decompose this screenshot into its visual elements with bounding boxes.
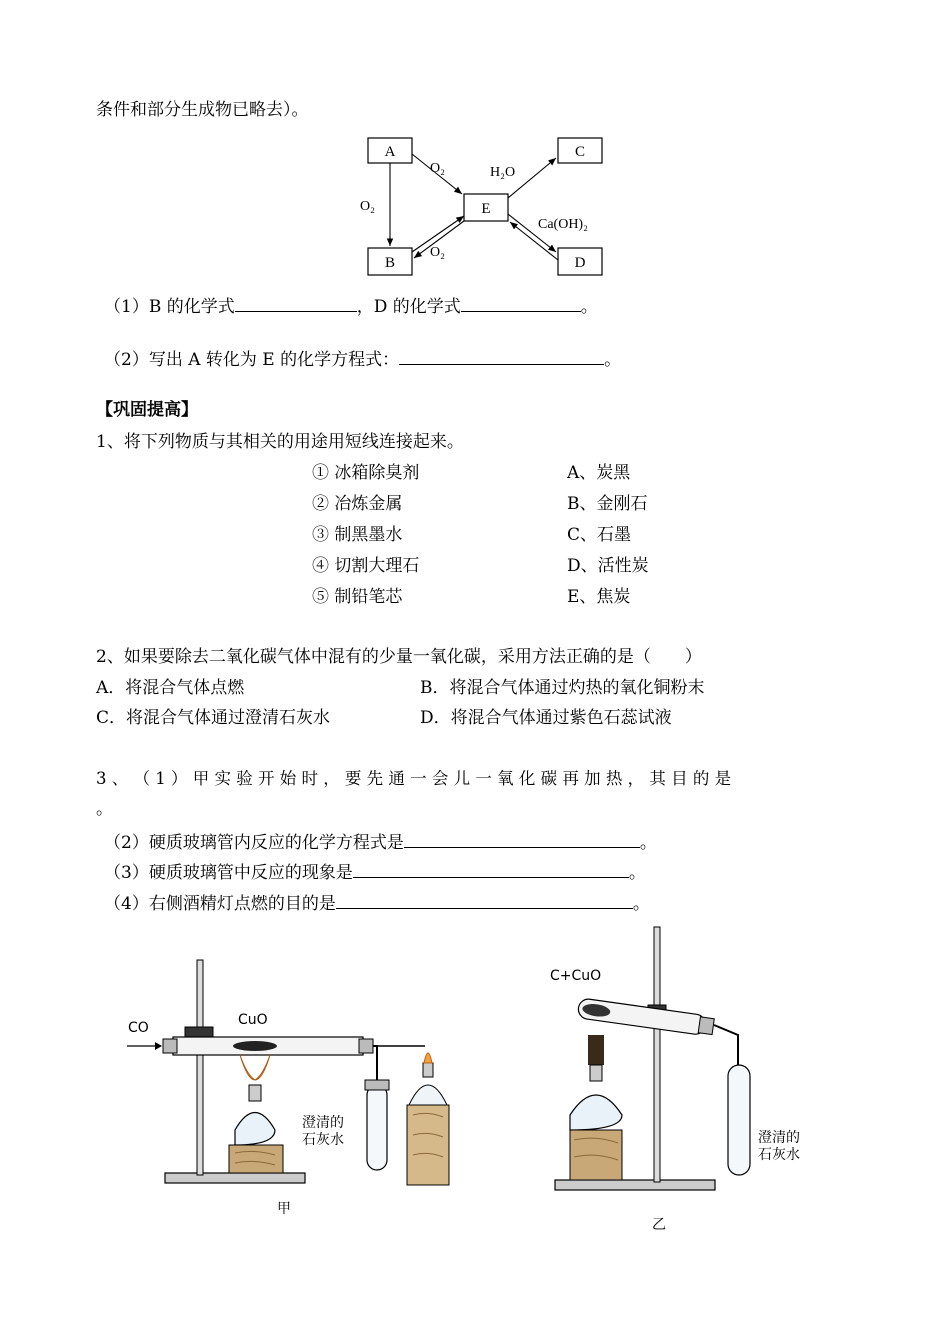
box-c	[558, 138, 602, 163]
answer-blank-d[interactable]	[461, 294, 581, 312]
mc-prompt: 2、如果要除去二氧化碳气体中混有的少量一氧化碳，采用方法正确的是（ ）	[96, 647, 702, 667]
label-cuo: CuO	[238, 1012, 268, 1028]
intro-line: 条件和部分生成物已略去）。	[96, 100, 309, 120]
match-prompt: 1、将下列物质与其相关的用途用短线连接起来。	[96, 432, 464, 452]
match-right-b: B、金刚石	[567, 494, 648, 514]
label-c-cuo: C+CuO	[550, 968, 602, 984]
q3-part3: （3）硬质玻璃管中反应的现象是 。	[104, 860, 646, 884]
arrow-e-to-c	[508, 158, 556, 198]
match-left-2: ② 冶炼金属	[312, 494, 403, 514]
match-right-d: D、活性炭	[567, 556, 649, 576]
answer-blank-equation[interactable]	[399, 347, 604, 365]
caption-yi: 乙	[652, 1217, 666, 1233]
match-left-1: ① 冰箱除臭剂	[312, 463, 420, 483]
q3-part2: （2）硬质玻璃管内反应的化学方程式是 。	[104, 830, 657, 854]
svg-text:A: A	[384, 144, 396, 160]
label-a-to-e: O₂	[430, 161, 445, 176]
label-limewater-left: 澄清的 石灰水	[302, 1115, 344, 1148]
q1-part1: （1）B 的化学式 ，D 的化学式 。	[104, 294, 598, 318]
box-e	[464, 194, 508, 221]
answer-blank-q3-2[interactable]	[404, 830, 640, 848]
match-right-a: A、炭黑	[567, 463, 631, 483]
answer-blank-q3-4[interactable]	[336, 891, 633, 909]
caption-jia: 甲	[277, 1201, 291, 1217]
q1-b-prompt: （1）B 的化学式	[104, 297, 235, 317]
svg-text:E: E	[481, 201, 491, 217]
label-co: CO	[128, 1020, 149, 1036]
match-left-4: ④ 切割大理石	[312, 556, 420, 576]
box-a	[368, 138, 412, 163]
label-d-e: Ca(OH)₂	[538, 217, 588, 232]
q3-line1: 3 、 （ 1 ） 甲 实 验 开 始 时 ， 要 先 通 一 会 儿 一 氧 化 碳 再 加 热 ， 其 目 的 是	[96, 769, 732, 788]
box-b	[368, 248, 412, 275]
match-right-e: E、焦炭	[567, 587, 631, 607]
reaction-diagram	[340, 128, 640, 283]
mc-option-b[interactable]: B．将混合气体通过灼热的氧化铜粉末	[420, 678, 705, 698]
label-e-to-c: H₂O	[490, 165, 516, 180]
mc-option-d[interactable]: D．将混合气体通过紫色石蕊试液	[420, 708, 672, 728]
match-left-3: ③ 制黑墨水	[312, 525, 403, 545]
svg-text:B: B	[384, 255, 396, 271]
svg-text:D: D	[574, 255, 586, 271]
q1-equation-prompt: （2）写出 A 转化为 E 的化学方程式：	[104, 350, 400, 370]
answer-blank-b[interactable]	[235, 294, 357, 312]
q3-line1-end: 。	[96, 799, 113, 819]
answer-blank-q3-3[interactable]	[353, 860, 629, 878]
label-b-to-e: O₂	[430, 245, 445, 260]
q1-part2: （2）写出 A 转化为 E 的化学方程式： 。	[104, 347, 621, 371]
match-left-5: ⑤ 制铅笔芯	[312, 587, 403, 607]
q3-part4: （4）右侧酒精灯点燃的目的是 。	[104, 891, 650, 915]
svg-text:C: C	[574, 144, 586, 160]
mc-option-a[interactable]: A．将混合气体点燃	[96, 678, 245, 698]
section-title: 【巩固提高】	[96, 400, 198, 420]
match-right-c: C、石墨	[567, 525, 632, 545]
box-d	[558, 248, 602, 275]
label-limewater-right: 澄清的 石灰水	[758, 1130, 800, 1163]
mc-option-c[interactable]: C．将混合气体通过澄清石灰水	[96, 708, 331, 728]
q1-d-prompt: ，D 的化学式	[356, 297, 461, 317]
label-a-to-b: O₂	[360, 199, 375, 214]
apparatus-jia	[125, 955, 465, 1195]
